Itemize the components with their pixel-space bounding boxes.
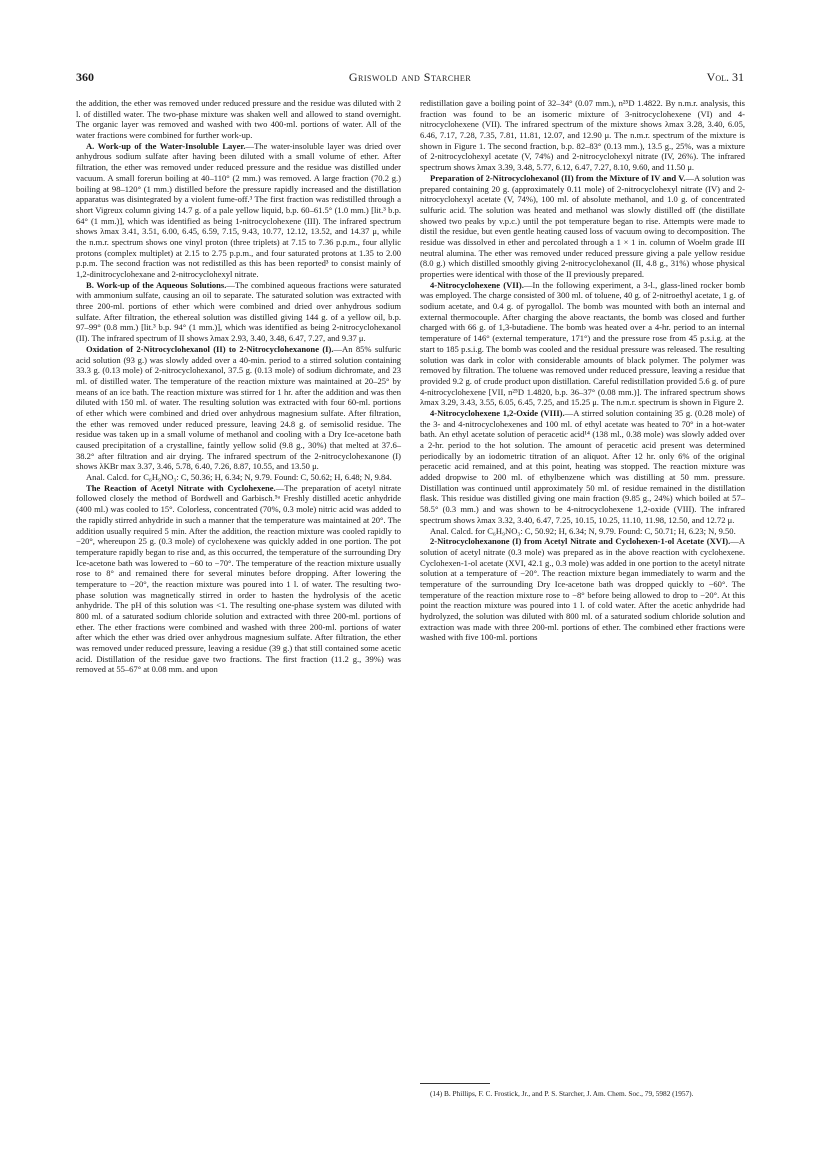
- footnote: [420, 1089, 745, 1099]
- left-column: [76, 98, 401, 675]
- paragraph-text: —A solution of acetyl nitrate (0.3 mole) was prepared as in the above reaction with cyclohexene. Cyclohexen-1-ol acetate (XVI, 42.1 g., 0.3 mole) was added in one portion to the acetyl nitrate solution at a temperature of −20°. The reaction mixture began immediately to warm and the temperature of the surrounding Dry Ice-acetone bath was dropped quickly to −60°. The temperature of the reaction mixture rose to −8° before being allowed to drop to −20°. At this point the reaction mixture was poured into 1 l. of cold water. After the acetic anhydride had hydrolyzed, the solution was diluted with 800 ml. of a saturated sodium chloride solution and extraction was made with three 200-ml. portions of ether. The combined ether fractions were washed with five 100-ml. portions: [420, 536, 745, 643]
- paragraph: [76, 141, 401, 280]
- paragraph-text: Anal. Calcd. for C₆H₉NO₃: C, 50.36; H, 6.34; N, 9.79. Found: C, 50.62; H, 6.48; N, 9.84.: [86, 472, 392, 483]
- section-heading: 4-Nitrocyclohexene (VII).: [430, 279, 524, 290]
- paragraph: [420, 536, 745, 643]
- section-heading: 2-Nitrocyclohexanone (I) from Acetyl Nitrate and Cyclohexen-1-ol Acetate (XVI).: [430, 536, 731, 547]
- right-column: [420, 98, 745, 643]
- paragraph: [420, 408, 745, 526]
- paragraph-text: Anal. Calcd. for C₆H₉NO₃: C, 50.92; H, 6.34; N, 9.79. Found: C, 50.71; H, 6.23; N, 9.50.: [430, 525, 736, 536]
- footnote-text: (14) B. Phillips, F. C. Frostick, Jr., and P. S. Starcher, J. Am. Chem. Soc., 79, 5982 (1957).: [430, 1089, 694, 1098]
- running-title: Griswold and Starcher: [348, 70, 472, 84]
- paragraph-text: —A stirred solution containing 35 g. (0.28 mole) of the 3- and 4-nitrocyclohexenes and 100 ml. of ethyl acetate was heated to 70° in a hot-water bath. An ethyl acetate solution of peracetic acid¹⁴ (138 ml., 0.38 mole) was slowly added over a 2-hr. period to the hot solution. The amount of peracetic acid present was determined periodically by an iodometric titration of an aliquot. After 12 hr. only 6% of the original peracetic acid remained, and at this point, heating was stopped. The reaction mixture was added dropwise to 200 ml. of ethylbenzene which was distilling at 50 mm. pressure. Distillation was continued until approximately 50 ml. of residue remained in the distillation flask. This residue was distilled giving one main fraction (9.85 g., 24%) which boiled at 57–58.5° (0.3 mm.) and was shown to be 4-nitrocyclohexene 1,2-oxide (VIII). The infrared spectrum shows λmax 3.32, 3.40, 6.47, 7.25, 10.15, 10.25, 11.10, 11.98, 12.50, and 12.72 μ.: [420, 407, 745, 525]
- paragraph-text: the addition, the ether was removed under reduced pressure and the residue was diluted with 2 l. of distilled water. The two-phase mixture was shaken well and allowed to stand overnight. The organic layer was removed and washed with two 400-ml. portions of water. All of the water fractions were combined for further work-up.: [76, 98, 401, 141]
- volume-label: Vol. 31: [706, 70, 744, 84]
- footnote-rule: [420, 1083, 490, 1084]
- paragraph: [420, 526, 745, 537]
- paragraph: [420, 98, 745, 173]
- paragraph: [76, 98, 401, 141]
- paragraph-text: —In the following experiment, a 3-l., glass-lined rocker bomb was employed. The charge consisted of 300 ml. of toluene, 40 g. of 2-nitroethyl acetate, 1 g. of sodium acetate, and 0.4 g. of pyrogallol. The bomb was mounted with both an internal and external thermocouple. After charging the above reactants, the bomb was closed and further charged with 66 g. of 1,3-butadiene. The bomb was heated over a 4-hr. period to an internal temperature of 146° (external temperature, 171°) and the pressure rose from 45 p.s.i.g. at the start to 185 p.s.i.g. The bomb was cooled and the residual pressure was released. The resulting solution was dark in color with considerable amounts of black polymer. The polymer was removed by filtration. The toluene was removed under reduced pressure, leaving a residue that provided 9.2 g. of crude product upon distillation. Careful redistillation provided 5.6 g. of pure 4-nitrocyclohexene [VII, n²⁵D 1.4820, b.p. 36–37° (0.08 mm.)]. The infrared spectrum shows λmax 3.29, 3.43, 3.55, 6.05, 6.45, 7.25, and 15.25 μ. The n.m.r. spectrum is shown in Figure 2.: [420, 279, 746, 408]
- paragraph: [420, 173, 745, 280]
- section-heading: B. Work-up of the Aqueous Solutions.: [86, 279, 227, 290]
- paragraph: [76, 280, 401, 344]
- paragraph-text: redistillation gave a boiling point of 32–34° (0.07 mm.), n²⁵D 1.4822. By n.m.r. analysis, this fraction was found to be an isomeric mixture of 3-nitrocyclohexene (VI) and 4-nitrocyclohexene (VII). The infrared spectrum of the mixture shows λmax 3.28, 3.40, 6.05, 6.46, 7.17, 7.28, 7.35, 7.81, 11.81, 12.07, and 12.90 μ. The n.m.r. spectrum of the mixture is shown in Figure 1. The second fraction, b.p. 82–83° (0.13 mm.), 13.5 g., 25%, was a mixture of 2-nitrocyclohexyl acetate (V, 74%) and 2-nitrocyclohexyl nitrate (IV, 26%). The infrared spectrum shows λmax 3.39, 3.48, 5.77, 6.12, 6.47, 7.27, 8.10, 9.60, and 11.50 μ.: [420, 98, 745, 173]
- section-heading: A. Work-up of the Water-Insoluble Layer.: [86, 140, 246, 151]
- paragraph: [76, 483, 401, 675]
- section-heading: The Reaction of Acetyl Nitrate with Cyclohexene.: [86, 482, 276, 493]
- paragraph: [76, 472, 401, 483]
- paragraph-text: —The preparation of acetyl nitrate followed closely the method of Bordwell and Garbisch.⁵ᵃ Freshly distilled acetic anhydride (400 ml.) was cooled to 15°. Colorless, concentrated (70%, 0.3 mole) nitric acid was added to the rapidly stirred anhydride in such a manner that the temperature was maintained at 20°. The addition usually required 5 min. After the addition, the reaction mixture was cooled rapidly to −20°, whereupon 25 g. (0.3 mole) of cyclohexene was quickly added in one portion. The pot temperature rapidly began to rise and, as this occurred, the temperature of the surrounding Dry Ice-acetone bath was lowered to −60 to −70°. The temperature of the reaction mixture usually rose to 8° and remained there for several minutes before dropping. After lowering the temperature to −20°, the reaction mixture was poured into 1 l. of water. The resulting two-phase solution was magnetically stirred in order to hasten the hydrolysis of the acetic anhydride. The pH of this solution was <1. The resulting one-phase system was diluted with 800 ml. of a saturated sodium chloride solution and extracted with three 200-ml. portions of ether. The ether fractions were combined and washed with three 200-ml. portions of water after which the ether was dried over anhydrous magnesium sulfate. After filtration, the ether was removed under reduced pressure, leaving a residue (39 g.) that still contained some acetic acid. Distillation of the residue gave two fractions. The first fraction (11.2 g., 39%) was removed at 55–67° at 0.08 mm. and upon: [76, 482, 402, 675]
- section-heading: 4-Nitrocyclohexene 1,2-Oxide (VIII).: [430, 407, 565, 418]
- paragraph-text: —An 85% sulfuric acid solution (93 g.) was slowly added over a 40-min. period to a stirred solution containing 33.3 g. (0.13 mole) of 2-nitrocyclohexanol, 37.5 g. (0.13 mole) of sodium dichromate, and 23 ml. of distilled water. The temperature of the reaction mixture was maintained at 20–25° by means of an ice bath. The reaction mixture was stirred for 1 hr. after the addition and was then diluted with 150 ml. of water. The resulting solution was extracted with four 60-ml. portions of ether which were combined and dried over anhydrous magnesium sulfate. After filtration, the ether was removed under reduced pressure, leaving 24.8 g. of semisolid residue. The residue was taken up in a small volume of methanol and cooling with a Dry Ice-acetone bath caused precipitation of a crystalline, faintly yellow solid (9.8 g., 30%) that melted at 37.6–38.2° after filtration and air drying. The infrared spectrum of the 2-nitrocyclohexanone (I) shows λKBr max 3.37, 3.46, 5.78, 6.40, 7.26, 8.87, 10.55, and 13.50 μ.: [76, 343, 401, 472]
- page-header: [76, 70, 744, 88]
- section-heading: Preparation of 2-Nitrocyclohexanol (II) from the Mixture of IV and V.: [430, 172, 686, 183]
- paragraph: [76, 344, 401, 472]
- paragraph-text: —The water-insoluble layer was dried over anhydrous sodium sulfate after having been diluted with a small volume of ether. After filtration, the ether was removed under reduced pressure and the residue was distilled under vacuum. A small forerun boiling at 40–110° (2 mm.) was removed. A large fraction (70.2 g.) boiling at 98–120° (1 mm.) distilled before the pressure rapidly increased and the distillation apparatus was disintegrated by a violent fume-off.³ The first fraction was redistilled through a short Vigreux column giving 14.7 g. of a pale yellow liquid, b.p. 60–61.5° (1.0 mm.) [lit.³ b.p. 64° (1 mm.)], which was identified as being 1-nitrocyclohexene (III). The infrared spectrum shows λmax 3.41, 3.51, 6.00, 6.45, 6.59, 7.15, 9.43, 10.77, 12.12, 13.52, and 14.37 μ, while the n.m.r. spectrum shows one vinyl proton (three triplets) at 7.15 to 7.36 p.p.m., four allylic protons (complex multiplet) at 2.15 to 2.75 p.p.m., and four saturated protons at 1.35 to 2.00 p.p.m. The second fraction was not redistilled as this has been reported³ to consist mainly of 1,2-dinitrocyclohexane and 2-nitrocyclohexyl nitrate.: [76, 140, 401, 279]
- paragraph-text: —The combined aqueous fractions were saturated with ammonium sulfate, causing an oil to separate. The saturated solution was extracted with three 200-ml. portions of ether which were combined and dried over anhydrous sodium sulfate. After filtration, the ethereal solution was distilled giving 144 g. of a yellow oil, b.p. 97–99° (0.8 mm.) [lit.³ b.p. 94° (1 mm.)], which was identified as being 2-nitrocyclohexanol (II). The infrared spectrum of II shows λmax 2.93, 3.40, 3.48, 6.47, 7.27, and 9.37 μ.: [76, 279, 401, 344]
- section-heading: Oxidation of 2-Nitrocyclohexanol (II) to 2-Nitrocyclohexanone (I).: [86, 343, 334, 354]
- paragraph: [420, 280, 745, 408]
- page-number: 360: [76, 70, 94, 84]
- paragraph-text: —A solution was prepared containing 20 g. (approximately 0.11 mole) of 2-nitrocyclohexyl nitrate (IV) and 2-nitrocyclohexyl acetate (V, 74%), 100 ml. of absolute methanol, and 1.0 g. of concentrated sulfuric acid. The solution was heated and methanol was slowly distilled off (the distillate showed two peaks by v.p.c.) until the pot temperature began to rise. Attempts were made to distil the residue, but even gentle heating caused loss of vacuum owing to decomposition. The residue was dissolved in ether and percolated through a 1 × 1 in. column of Woelm grade III neutral alumina. The ether was removed under reduced pressure giving a pale yellow residue (8.0 g.) which distilled smoothly giving 2-nitrocyclohexanol (II, 4.8 g., 31%) whose physical properties were identical with those of the II previously prepared.: [420, 172, 746, 279]
